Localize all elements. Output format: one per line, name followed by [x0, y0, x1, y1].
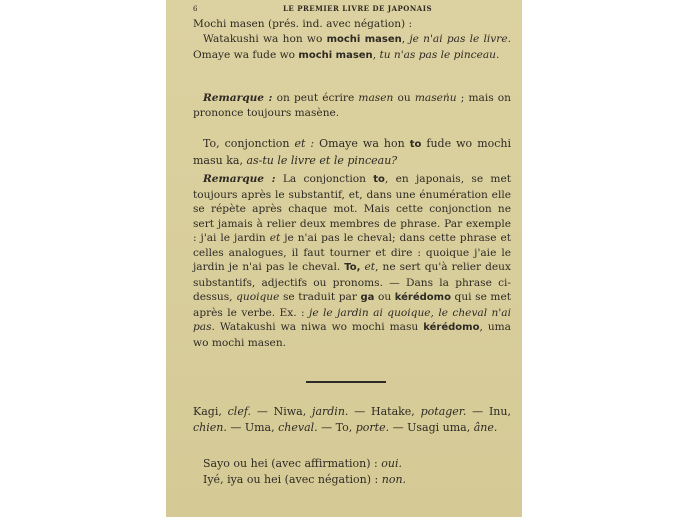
ex2-sep: , — [372, 48, 380, 61]
remark2-s5-bold1: ga — [360, 292, 375, 303]
vocab-w3: — Hatake, — [348, 405, 421, 418]
remark2-s5: se traduit par — [279, 291, 361, 303]
remark2-s7: Watakushi wa niwa wo mochi masu — [214, 321, 424, 333]
ex1-verb: mochi masen — [326, 34, 402, 45]
remark1-text-c: ; mais on prononce toujours masène. — [193, 92, 512, 119]
no-french: non. — [381, 473, 407, 486]
section2-example-cont: fude wo mochi masu ka, — [193, 137, 512, 167]
yes-text: Sayo ou hei (avec affirmation) : — [203, 457, 382, 470]
remark2-s4: , ne sert qu'à relier deux substantifs, adjectifs ou pronoms. — Dans la phrase ci-dessus, — [193, 261, 511, 303]
section2 — [193, 136, 511, 169]
vocab-t4: chien. — [193, 421, 227, 434]
remark1-text-a: on peut écrire — [272, 92, 359, 104]
vocab-t2: jardin. — [312, 405, 349, 418]
remark2-label: Remarque : — [203, 173, 276, 185]
ex2-verb: mochi masen — [298, 49, 373, 61]
section2-intro-italic: et : — [294, 137, 315, 150]
vocab-t3: potager. — [420, 405, 467, 418]
vocab-t1: clef. — [227, 405, 252, 418]
section2-example: Omaye wa hon — [314, 137, 410, 150]
remark2-s2-italic: et — [269, 232, 281, 244]
remark2-s1-bold: to — [373, 174, 385, 185]
remark2-s2: , en japonais, se met toujours après le substantif, et, dans une énumération elle se répète après chaque mot. Mais cette conjonction ne sert jamais à relier deux membres de phrase. Par exemple : j'ai le jardin — [193, 173, 511, 244]
section-divider — [306, 381, 386, 383]
vocab-w1: Kagi, — [193, 405, 228, 418]
page-number: 6 — [193, 5, 198, 13]
section1-heading-text: Mochi masen (prés. ind. avec négation) : — [193, 18, 413, 30]
remark2-s1: La conjonction — [275, 173, 374, 185]
page-header — [193, 2, 511, 14]
vocab-w6: — To, — [317, 421, 356, 434]
remark2-s8: , uma wo mochi masen. — [193, 321, 512, 349]
remark2-s6-italic: je le jardin ai quoique, le cheval n'ai pas. — [193, 306, 511, 333]
section2-french: as-tu le livre et le pinceau? — [246, 154, 398, 167]
ex1-end: . — [507, 33, 511, 45]
remark2-s4-italic: et — [364, 261, 376, 273]
running-title: LE PREMIER LIVRE DE JAPONAIS — [283, 4, 433, 13]
remark2-s3-bold: To, — [344, 262, 361, 273]
vocab-w7: — Usagi uma, — [389, 421, 474, 434]
ex1-sep: , — [401, 33, 410, 45]
remark2-s5-mid: ou — [374, 291, 395, 303]
remark1-text-b: ou — [393, 92, 415, 104]
vocabulary — [193, 404, 511, 436]
ex2-end: . — [496, 48, 500, 61]
remark1 — [193, 91, 511, 120]
remark1-word-a: masen — [358, 92, 394, 104]
remark1-word-b: maseṅu — [414, 92, 457, 104]
book-page — [166, 0, 522, 517]
vocab-t6: porte. — [355, 421, 390, 434]
section1-heading — [193, 17, 511, 32]
section2-intro: To, conjonction — [203, 137, 295, 150]
remark2-s7-bold: kérédomo — [423, 322, 480, 333]
ex2-french: tu n'as pas le pinceau — [379, 48, 496, 61]
remark1-label: Remarque : — [203, 92, 273, 104]
vocab-w2: — Niwa, — [251, 405, 313, 418]
yes-line — [203, 456, 511, 472]
vocab-w4: — Inu, — [466, 405, 511, 418]
remark2-s6: qui se met après le verbe. Ex. : — [193, 291, 511, 319]
vocab-w5: — Uma, — [226, 421, 279, 434]
no-text: Iyé, iya ou hei (avec négation) : — [203, 473, 382, 486]
section2-example-bold: to — [409, 139, 422, 150]
yes-french: oui. — [381, 457, 402, 470]
section1-examples — [193, 32, 511, 63]
ex2-japanese: Omaye wa fude wo — [193, 48, 299, 61]
vocab-t7: âne. — [473, 421, 498, 434]
remark2-s3: je n'ai pas le cheval; dans cette phrase et celles analogues, il faut tourner et dire : quoique j'aie le jardin je n'ai pas le cheval. — [193, 232, 511, 273]
no-line — [203, 472, 511, 488]
remark2-s4-italic2: quoique — [236, 291, 280, 303]
remark2 — [193, 172, 511, 350]
remark2-s5-bold2: kérédomo — [394, 292, 451, 303]
ex1-japanese: Watakushi wa hon wo — [203, 33, 327, 45]
vocab-t5: cheval. — [278, 421, 318, 434]
ex1-french: je n'ai pas le livre — [409, 33, 508, 45]
